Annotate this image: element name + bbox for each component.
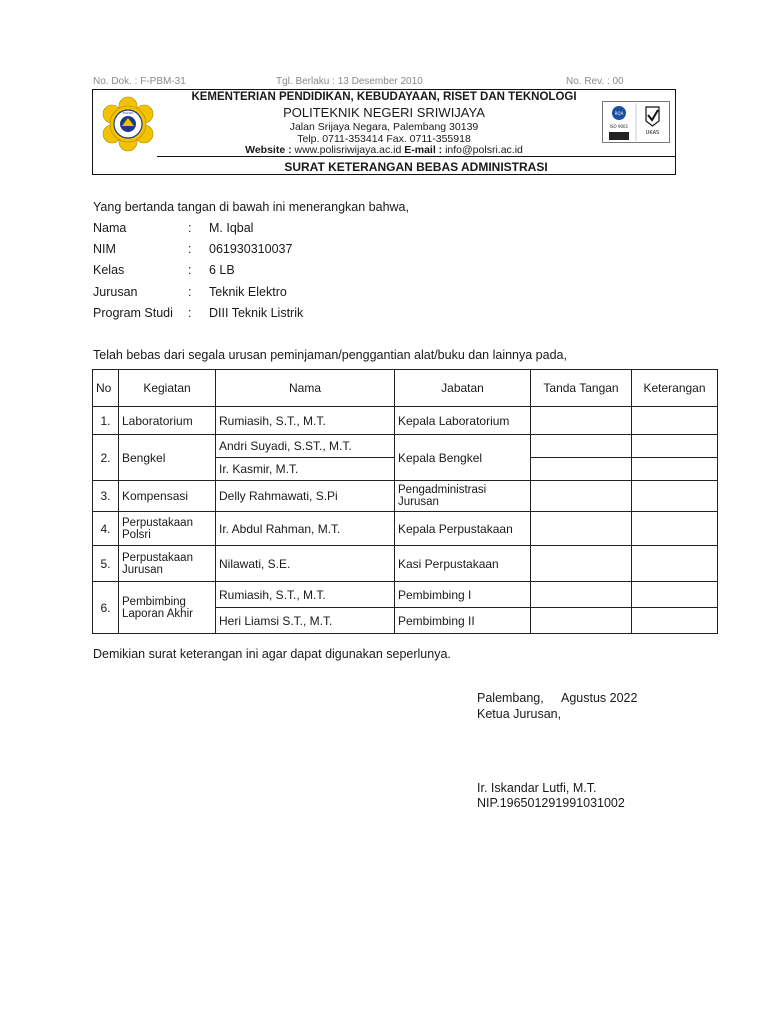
field-colon: :	[188, 221, 192, 235]
valid-date: Tgl. Berlaku : 13 Desember 2010	[276, 76, 423, 87]
ministry-name: KEMENTERIAN PENDIDIKAN, KEBUDAYAAN, RISET DAN TEKNOLOGI	[191, 91, 577, 103]
signatory-nip: NIP.196501291991031002	[477, 796, 625, 810]
cell-kegiatan: Pembimbing Laporan Akhir	[119, 582, 216, 634]
cell-no: 1.	[93, 407, 119, 435]
cell-nama: Rumiasih, S.T., M.T.	[216, 582, 395, 608]
signature-date: Agustus 2022	[561, 691, 638, 705]
cell-keterangan[interactable]	[632, 407, 718, 435]
cell-keterangan[interactable]	[632, 608, 718, 634]
field-label: NIM	[93, 242, 116, 256]
logo-lettering: POLSRI	[122, 111, 134, 115]
document-number: No. Dok. : F-PBM-31	[93, 76, 186, 87]
signature-role: Ketua Jurusan,	[477, 707, 562, 721]
field-value: M. Iqbal	[209, 221, 254, 235]
cell-no: 4.	[93, 512, 119, 546]
cell-signature[interactable]	[531, 435, 632, 458]
statement-text: Telah bebas dari segala urusan peminjaman/penggantian alat/buku dan lainnya pada,	[93, 348, 567, 362]
table-row	[93, 546, 718, 582]
table-header-row	[93, 370, 718, 407]
field-value: 061930310037	[209, 242, 293, 256]
cell-jabatan: Pengadministrasi Jurusan	[395, 481, 531, 512]
cell-kegiatan: Perpustakaan Jurusan	[119, 546, 216, 582]
email-link: info@polsri.ac.id	[445, 144, 523, 156]
cell-signature[interactable]	[531, 407, 632, 435]
cell-kegiatan: Bengkel	[119, 435, 216, 481]
cell-jabatan: Pembimbing I	[395, 582, 531, 608]
field-label: Jurusan	[93, 285, 138, 299]
field-label: Program Studi	[93, 306, 173, 320]
closing-text: Demikian surat keterangan ini agar dapat digunakan seperlunya.	[93, 647, 451, 661]
field-colon: :	[188, 263, 192, 277]
table-row	[93, 512, 718, 546]
field-label: Kelas	[93, 263, 125, 277]
header-kegiatan: Kegiatan	[119, 370, 216, 407]
table-row	[93, 582, 718, 608]
institution-name: POLITEKNIK NEGERI SRIWIJAYA	[283, 105, 485, 120]
cell-keterangan[interactable]	[632, 546, 718, 582]
cell-jabatan: Kepala Bengkel	[395, 435, 531, 481]
cell-jabatan: Kepala Perpustakaan	[395, 512, 531, 546]
email-label: E-mail :	[404, 144, 443, 156]
field-value: 6 LB	[209, 263, 235, 277]
table-row	[93, 407, 718, 435]
cell-no: 3.	[93, 481, 119, 512]
website-label: Website :	[245, 144, 292, 156]
header-keterangan: Keterangan	[632, 370, 718, 407]
svg-text:RQA: RQA	[614, 111, 624, 116]
header-tanda-tangan: Tanda Tangan	[531, 370, 632, 407]
clearance-table	[92, 369, 718, 634]
cell-signature[interactable]	[531, 481, 632, 512]
institution-contact	[93, 144, 675, 156]
header-nama: Nama	[216, 370, 395, 407]
cell-no: 2.	[93, 435, 119, 481]
website-link: www.polisriwijaya.ac.id	[294, 144, 402, 156]
intro-text: Yang bertanda tangan di bawah ini menerangkan bahwa,	[93, 200, 409, 214]
cell-no: 6.	[93, 582, 119, 634]
cell-nama: Delly Rahmawati, S.Pi	[216, 481, 395, 512]
header-no: No	[93, 370, 119, 407]
institution-phone: Telp. 0711-353414 Fax. 0711-355918	[297, 133, 471, 145]
cell-keterangan[interactable]	[632, 582, 718, 608]
signature-place: Palembang,	[477, 691, 544, 705]
field-colon: :	[188, 242, 192, 256]
iso-lettering: ISO 9001	[609, 124, 629, 129]
cell-jabatan: Kepala Laboratorium	[395, 407, 531, 435]
field-value: DIII Teknik Listrik	[209, 306, 304, 320]
cell-signature[interactable]	[531, 582, 632, 608]
field-value: Teknik Elektro	[209, 285, 287, 299]
cell-signature[interactable]	[531, 512, 632, 546]
cell-jabatan: Pembimbing II	[395, 608, 531, 634]
certification-badges	[602, 101, 670, 143]
revision-number: No. Rev. : 00	[566, 76, 624, 87]
header-divider	[157, 156, 675, 157]
cell-signature[interactable]	[531, 458, 632, 481]
signatory-name: Ir. Iskandar Lutfi, M.T.	[477, 781, 597, 795]
cell-nama: Ir. Kasmir, M.T.	[216, 458, 395, 481]
cell-jabatan: Kasi Perpustakaan	[395, 546, 531, 582]
cell-nama: Heri Liamsi S.T., M.T.	[216, 608, 395, 634]
cell-no: 5.	[93, 546, 119, 582]
table-row	[93, 435, 718, 458]
cell-kegiatan: Perpustakaan Polsri	[119, 512, 216, 546]
cell-nama: Ir. Abdul Rahman, M.T.	[216, 512, 395, 546]
cell-signature[interactable]	[531, 608, 632, 634]
cell-nama: Nilawati, S.E.	[216, 546, 395, 582]
letterhead	[92, 89, 676, 175]
cell-keterangan[interactable]	[632, 458, 718, 481]
document-title: SURAT KETERANGAN BEBAS ADMINISTRASI	[284, 160, 548, 174]
header-jabatan: Jabatan	[395, 370, 531, 407]
cell-nama: Rumiasih, S.T., M.T.	[216, 407, 395, 435]
institution-address: Jalan Srijaya Negara, Palembang 30139	[289, 121, 479, 133]
cell-keterangan[interactable]	[632, 435, 718, 458]
cell-kegiatan: Laboratorium	[119, 407, 216, 435]
field-colon: :	[188, 306, 192, 320]
cell-signature[interactable]	[531, 546, 632, 582]
cell-keterangan[interactable]	[632, 512, 718, 546]
ukas-lettering: UKAS	[645, 130, 660, 136]
field-colon: :	[188, 285, 192, 299]
table-row	[93, 481, 718, 512]
cell-keterangan[interactable]	[632, 481, 718, 512]
cell-kegiatan: Kompensasi	[119, 481, 216, 512]
cell-nama: Andri Suyadi, S.ST., M.T.	[216, 435, 395, 458]
field-label: Nama	[93, 221, 127, 235]
